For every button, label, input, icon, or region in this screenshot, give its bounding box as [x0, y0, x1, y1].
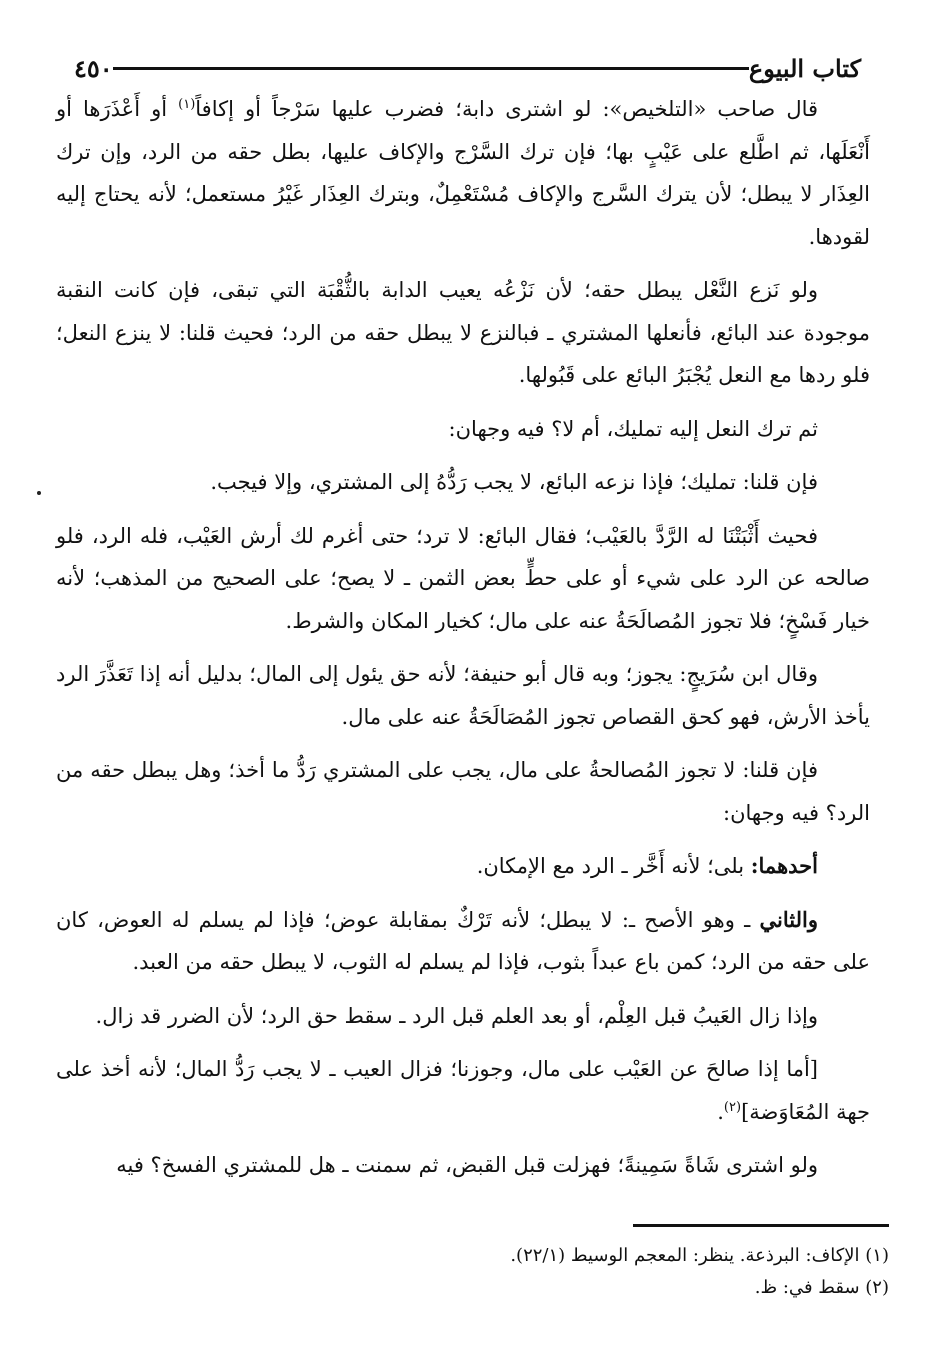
footnote: (٢) سقط في: ظ. — [754, 1277, 889, 1298]
paragraph: فإن قلنا: لا تجوز المُصالحةُ على مال، يجب على المشتري رَدُّ ما أخذ؛ وهل يبطل حقه من الرد؟ فيه وجهان: — [56, 758, 870, 825]
paragraph: قال صاحب «التلخيص»: لو اشترى دابة؛ فضرب عليها سَرْجاً أو إكافاً$^{(١)}$ أو أَعْذَرَها أو أَنْعَلَها، ثم اطَّلع على عَيْبٍ بها؛ فإن ترك السَّرْج والإكاف عليها، بطل حقه من الرد، وإن ترك العِذَار لا يبطل؛ لأن يترك السَّرج والإكاف مُسْتَعْمِلٌ، وبترك العِذَار غَيْرُ مستعمل؛ لأنه يحتاج إليه لقودها. — [56, 97, 870, 249]
paragraph: أحدهما: بلى؛ لأنه أَخَّر ـ الرد مع الإمكان. — [476, 853, 818, 878]
paragraph: وقال ابن سُرَيجٍ: يجوز؛ وبه قال أبو حنيفة؛ لأنه حق يئول إلى المال؛ بدليل أنه إذا تَعَذَّرَ الرد يأخذ الأرش، فهو كحق القصاص تجوز المُصَالَحَةُ عنه على مال. — [56, 662, 870, 729]
footnote-ref: (١) — [178, 97, 196, 112]
book-title: كتاب البيوع — [748, 53, 861, 83]
paragraph: وإذا زال العَيبُ قبل العِلْم، أو بعد العلم قبل الرد ـ سقط حق الرد؛ لأن الضرر قد زال. — [95, 1003, 818, 1028]
paragraph: ثم ترك النعل إليه تمليك، أم لا؟ فيه وجهان: — [448, 416, 818, 441]
paragraph: والثاني ـ وهو الأصح ـ: لا يبطل؛ لأنه تَرْكٌ بمقابلة عوض؛ فإذا لم يسلم له العوض، كان على حقه من الرد؛ كمن باع عبداً بثوب، فإذا لم يسلم له الثوب، لا يبطل حقه من العبد. — [56, 906, 870, 974]
paragraph-lead: أحدهما: — [750, 853, 818, 878]
paragraph: فإن قلنا: تمليك؛ فإذا نزعه البائع، لا يجب رَدُّهُ إلى المشتري، وإلا فيجب. — [210, 470, 818, 494]
header-rule — [113, 67, 749, 70]
paragraph: [أما إذا صالحَ عن العَيْب على مال، وجوزنا؛ فزال العيب ـ لا يجب رَدُّ المال؛ لأنه أخذ على جهة المُعَاوَضة]$^{(٢)}$. — [56, 1057, 870, 1124]
paragraph: ولو اشترى شَاةً سَمِينةً؛ فهزلت قبل القبض، ثم سمنت ـ هل للمشتري الفسخ؟ فيه — [116, 1153, 818, 1177]
footnote-ref: (٢) — [723, 1099, 742, 1115]
paragraph-lead: والثاني — [759, 906, 818, 932]
page-number: ٤٥٠ — [74, 53, 113, 83]
footnote-rule — [633, 1224, 889, 1227]
footnotes — [89, 1240, 889, 1304]
page-header — [60, 50, 875, 86]
paragraph: ولو نَزع النَّعْل يبطل حقه؛ لأن نَزْعُه يعيب الدابة بالثُّقْبَة التي تبقى، فإن كانت النقبة موجودة عند البائع، فأنعلها المشتري ـ فبالنزع لا يبطل حقه من الرد؛ فحيث قلنا: لا ينزع النعل؛ فلو ردها مع النعل يُجْبَرُ البائع على قَبُولها. — [56, 278, 870, 387]
page-body — [56, 88, 870, 1198]
footnote: (١) الإكاف: البرذعة. ينظر: المعجم الوسيط (٢٢/١). — [510, 1245, 889, 1266]
scan-speck — [37, 491, 41, 495]
paragraph: فحيث أَثْبَتْنَا له الرَّدَّ بالعَيْب؛ فقال البائع: لا ترد؛ حتى أغرم لك أرش العَيْب، فله الرد، فلو صالحه عن الرد على شيء أو على حطٍّ بعض الثمن ـ لا يصح؛ على الصحيح من المذهب؛ لأنه خيار فَسْخٍ؛ فلا تجوز المُصالَحَةُ عنه على مال؛ كخيار المكان والشرط. — [56, 523, 870, 633]
